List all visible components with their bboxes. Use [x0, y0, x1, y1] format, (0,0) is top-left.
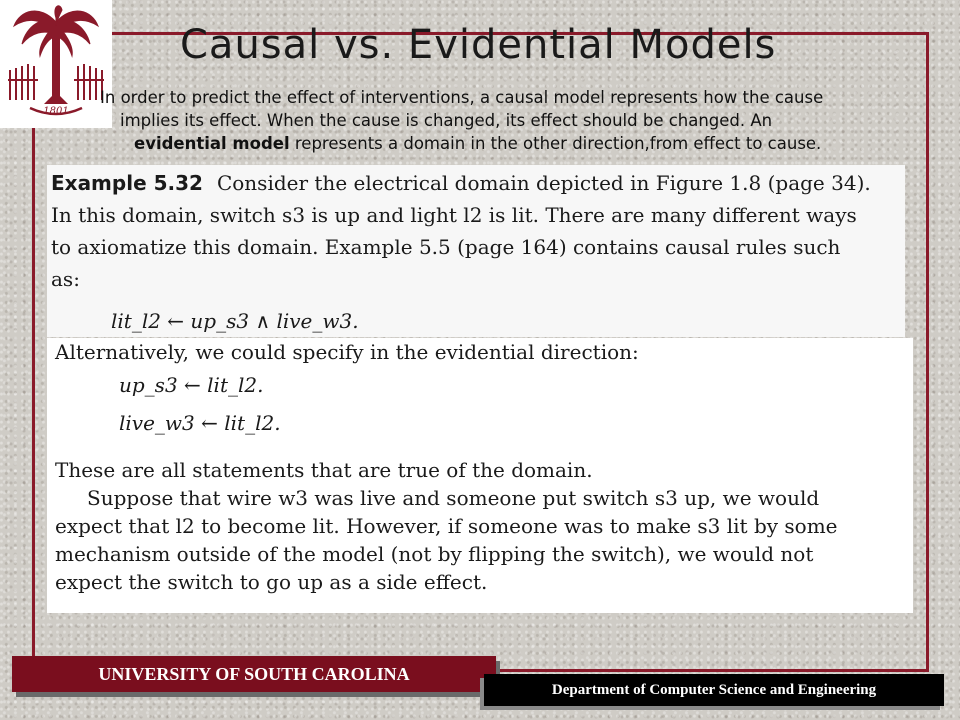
intro-line-2: implies its effect. When the cause is changed, its effect should be changed. An [120, 111, 773, 130]
university-footer: UNIVERSITY OF SOUTH CAROLINA [12, 656, 496, 692]
logo-year: 1801 [43, 106, 69, 117]
example-excerpt [47, 165, 905, 337]
evidential-model-term: evidential model [134, 134, 290, 153]
paragraph-line-3: mechanism outside of the model (not by flipping the switch), we would not [55, 542, 814, 566]
paragraph-line-1-text: Suppose that wire w3 was live and someone put switch s3 up, we would [87, 486, 820, 510]
department-footer: Department of Computer Science and Engineering [484, 674, 944, 706]
paragraph-line-1 [55, 484, 913, 512]
causal-rule-formula: lit_l2 ← up_s3 ∧ live_w3. [111, 309, 359, 333]
intro-line-3 [100, 132, 930, 155]
paragraph-line-4: expect the switch to go up as a side effect. [55, 570, 488, 594]
example-line-1 [51, 167, 905, 199]
example-line-1-text: Consider the electrical domain depicted in Figure 1.8 (page 34). [216, 171, 871, 195]
intro-line-1: In order to predict the effect of interventions, a causal model represents how the cause [100, 88, 824, 107]
slide-title: Causal vs. Evidential Models [180, 22, 777, 68]
example-line-2: In this domain, switch s3 is up and light l2 is lit. There are many different ways [51, 203, 857, 227]
palmetto-tree-seal-icon [0, 0, 112, 128]
evidential-rule-1: up_s3 ← lit_l2. [119, 373, 264, 397]
intro-paragraph [100, 86, 930, 155]
domain-statement: These are all statements that are true of the domain. [55, 458, 593, 482]
intro-line-3-rest: represents a domain in the other direction,from effect to cause. [289, 134, 822, 153]
example-line-3: to axiomatize this domain. Example 5.5 (page 164) contains causal rules such [51, 235, 841, 259]
example-label: Example 5.32 [51, 171, 203, 195]
paragraph-line-2: expect that l2 to become lit. However, if someone was to make s3 lit by some [55, 514, 838, 538]
university-logo [0, 0, 112, 128]
evidential-intro: Alternatively, we could specify in the evidential direction: [55, 340, 639, 364]
example-line-4: as: [51, 267, 80, 291]
evidential-rule-2: live_w3 ← lit_l2. [119, 411, 281, 435]
evidential-excerpt [47, 338, 913, 613]
